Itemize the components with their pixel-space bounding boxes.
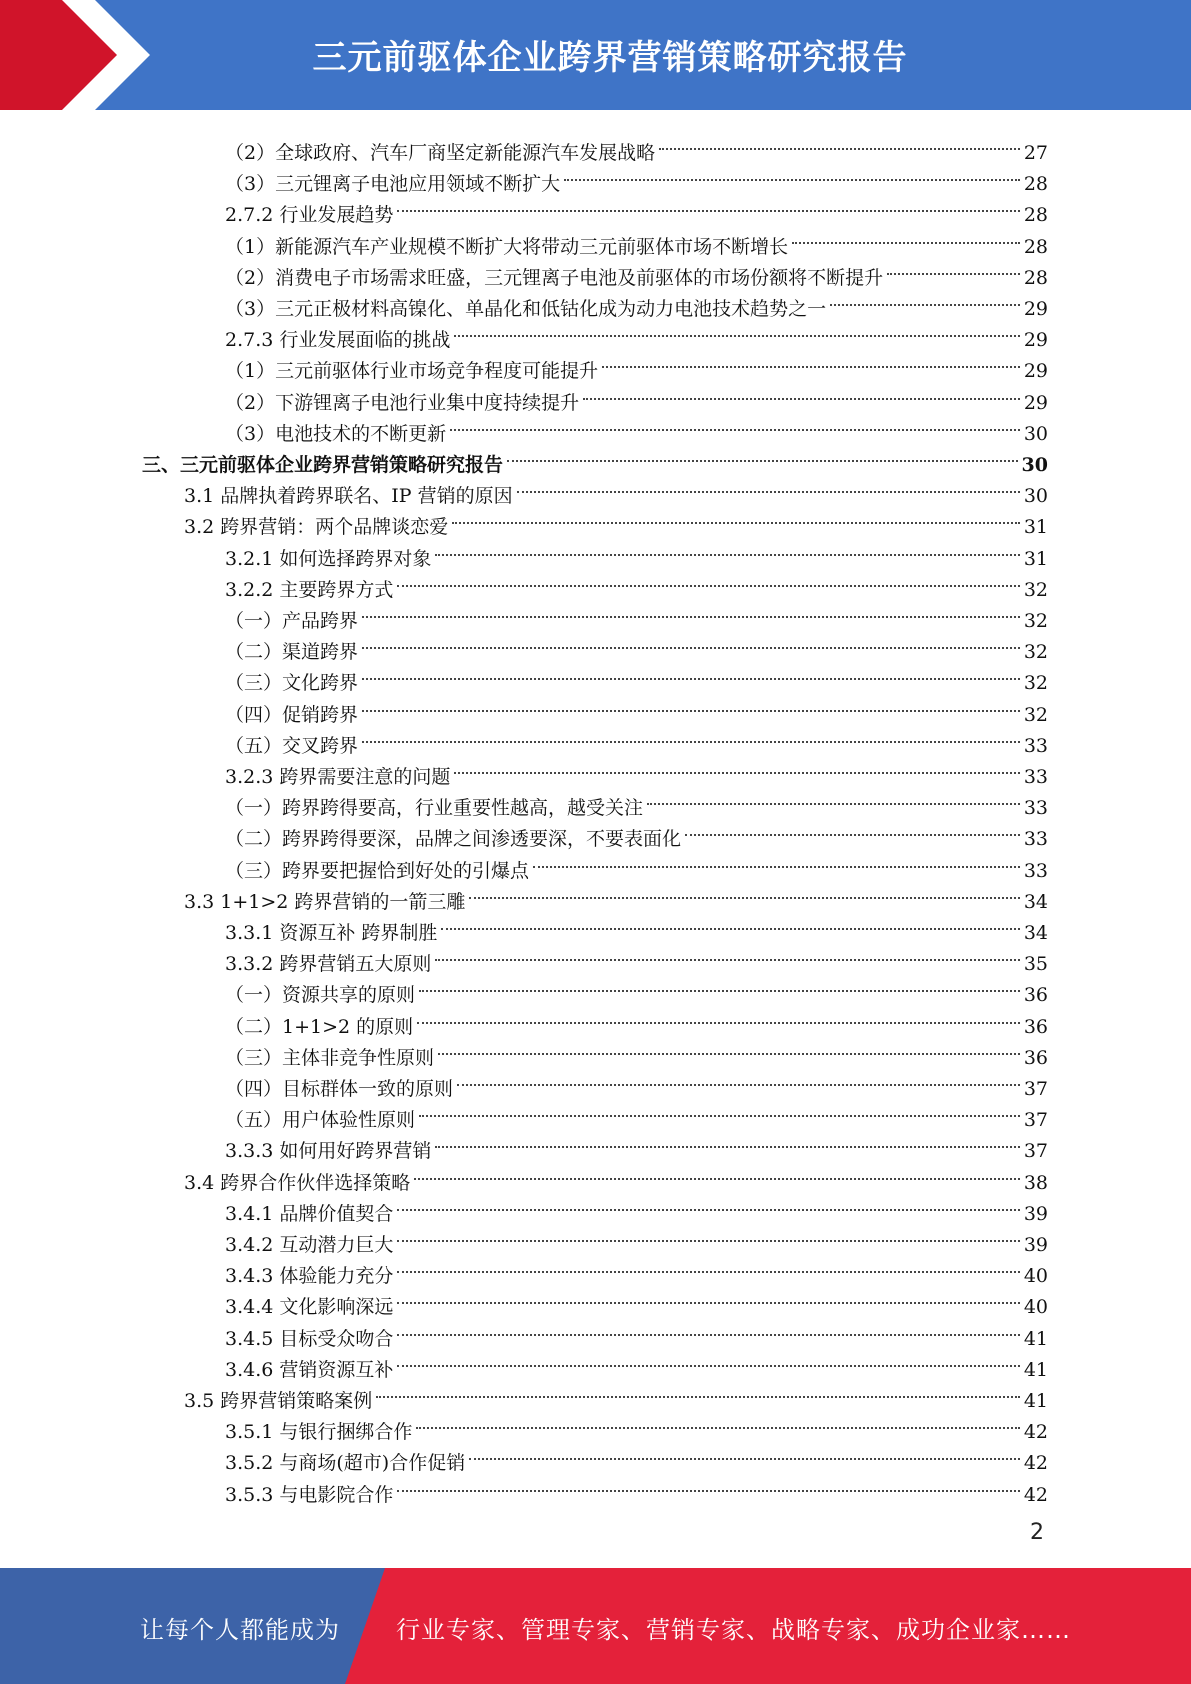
toc-entry-label: 3.4.6 营销资源互补 bbox=[225, 1358, 394, 1381]
toc-entry-label: 3.2.1 如何选择跨界对象 bbox=[225, 547, 432, 570]
toc-leader-dots bbox=[362, 585, 1020, 618]
toc-entry-label: （五）交叉跨界 bbox=[225, 734, 359, 757]
toc-entry-page: 40 bbox=[1023, 1296, 1048, 1319]
toc-entry-page: 29 bbox=[1023, 360, 1048, 383]
toc-entry-page: 42 bbox=[1023, 1452, 1048, 1475]
toc-leader-dots bbox=[397, 179, 1019, 212]
toc-entry-page: 28 bbox=[1023, 173, 1048, 196]
toc-leader-dots bbox=[792, 211, 1020, 244]
toc-entry-label: （2）全球政府、汽车厂商坚定新能源汽车发展战略 bbox=[225, 142, 656, 164]
toc-entry-label: （1）三元前驱体行业市场竞争程度可能提升 bbox=[225, 360, 599, 383]
toc-entry-page: 33 bbox=[1023, 734, 1048, 757]
toc-entry-page: 28 bbox=[1023, 204, 1048, 227]
toc-leader-dots bbox=[647, 772, 1020, 805]
toc-entry-label: （二）1+1>2 的原则 bbox=[225, 1015, 414, 1038]
toc-entry-page: 31 bbox=[1023, 516, 1048, 539]
toc-entry-label: （四）促销跨界 bbox=[225, 703, 359, 726]
toc-leader-dots bbox=[441, 897, 1019, 930]
toc-leader-dots bbox=[564, 148, 1020, 181]
toc-leader-dots bbox=[659, 117, 1020, 150]
toc-entry-label: 2.7.2 行业发展趋势 bbox=[225, 204, 394, 227]
toc-entry-page: 37 bbox=[1023, 1109, 1048, 1132]
toc-entry-label: 3.3.2 跨界营销五大原则 bbox=[225, 953, 432, 976]
page-header bbox=[0, 0, 1191, 110]
toc-leader-dots bbox=[685, 803, 1020, 836]
toc-leader-dots bbox=[397, 554, 1019, 587]
toc-leader-dots bbox=[397, 1334, 1019, 1367]
toc-entry-label: （三）文化跨界 bbox=[225, 672, 359, 695]
toc-entry-page: 34 bbox=[1023, 922, 1048, 944]
toc-leader-dots bbox=[435, 523, 1019, 556]
toc-entry-page: 33 bbox=[1023, 766, 1048, 788]
toc-entry-page: 30 bbox=[1023, 485, 1048, 508]
toc-entry-page: 31 bbox=[1023, 547, 1048, 570]
toc-leader-dots bbox=[450, 398, 1020, 431]
toc-entry-label: 3.3.1 资源互补 跨界制胜 bbox=[225, 922, 438, 944]
toc-entry-page: 33 bbox=[1023, 828, 1048, 851]
toc-entry-label: （3）三元正极材料高镍化、单晶化和低钴化成为动力电池技术趋势之一 bbox=[225, 298, 827, 320]
toc-entry-label: （三）跨界要把握恰到好处的引爆点 bbox=[225, 859, 530, 882]
toc-leader-dots bbox=[469, 1427, 1020, 1460]
toc-leader-dots bbox=[362, 679, 1020, 712]
toc-entry-page: 29 bbox=[1023, 329, 1048, 352]
toc-leader-dots bbox=[438, 1022, 1020, 1055]
toc-leader-dots bbox=[416, 1396, 1019, 1429]
toc-entry-page: 36 bbox=[1023, 1046, 1048, 1069]
toc-leader-dots bbox=[419, 959, 1020, 992]
report-title: 三元前驱体企业跨界营销策略研究报告 bbox=[312, 38, 908, 78]
toc-leader-dots bbox=[457, 1053, 1020, 1086]
toc-entry-label: 3.4.5 目标受众吻合 bbox=[225, 1327, 394, 1350]
toc-leader-dots bbox=[397, 1209, 1019, 1242]
toc-entry-page: 30 bbox=[1021, 454, 1048, 476]
toc-entry-label: 3.2.3 跨界需要注意的问题 bbox=[225, 766, 451, 788]
toc-entry-label: （3）三元锂离子电池应用领域不断扩大 bbox=[225, 173, 561, 196]
toc-entry-page: 36 bbox=[1023, 1015, 1048, 1038]
toc-entry-page: 40 bbox=[1023, 1265, 1048, 1288]
toc-entry-page: 34 bbox=[1023, 890, 1048, 913]
toc-entry-label: 2.7.3 行业发展面临的挑战 bbox=[225, 329, 451, 352]
toc-entry-label: 3.5.1 与银行捆绑合作 bbox=[225, 1421, 413, 1444]
toc-leader-dots bbox=[454, 741, 1019, 774]
toc-entry-page: 29 bbox=[1023, 298, 1048, 320]
toc-entry-label: 3.3 1+1>2 跨界营销的一箭三雕 bbox=[184, 890, 466, 913]
toc-entry-label: 3.4.3 体验能力充分 bbox=[225, 1265, 394, 1288]
toc-entry-page: 27 bbox=[1023, 142, 1048, 164]
toc-leader-dots bbox=[397, 1240, 1019, 1273]
toc-leader-dots bbox=[362, 710, 1020, 743]
toc-entry-label: （四）目标群体一致的原则 bbox=[225, 1078, 454, 1100]
toc-entry-label: 3.4.4 文化影响深远 bbox=[225, 1296, 394, 1319]
toc-leader-dots bbox=[397, 1459, 1019, 1492]
toc-entry-page: 41 bbox=[1023, 1358, 1048, 1381]
toc-leader-dots bbox=[583, 367, 1020, 400]
toc-entry-page: 32 bbox=[1023, 703, 1048, 726]
toc-leader-dots bbox=[830, 273, 1020, 306]
toc-entry-page: 32 bbox=[1023, 578, 1048, 601]
toc-entry-page: 36 bbox=[1023, 984, 1048, 1007]
toc-entry-page: 28 bbox=[1023, 266, 1048, 289]
toc-leader-dots bbox=[452, 491, 1020, 524]
toc-entry-page: 38 bbox=[1023, 1171, 1048, 1194]
toc-leader-dots bbox=[517, 460, 1020, 493]
toc-leader-dots bbox=[362, 647, 1020, 680]
toc-leader-dots bbox=[435, 928, 1019, 961]
page-number: 2 bbox=[1030, 1520, 1044, 1545]
toc-entry-label: 3.5.3 与电影院合作 bbox=[225, 1483, 394, 1506]
toc-entry-label: 三、三元前驱体企业跨界营销策略研究报告 bbox=[142, 454, 504, 476]
toc-entry-label: （一）跨界跨得要高，行业重要性越高，越受关注 bbox=[225, 797, 644, 820]
toc-entry[interactable] bbox=[225, 1468, 1048, 1506]
toc-entry-page: 41 bbox=[1023, 1390, 1048, 1412]
toc-entry-page: 33 bbox=[1023, 859, 1048, 882]
toc-leader-dots bbox=[414, 1147, 1020, 1180]
toc-leader-dots bbox=[376, 1365, 1020, 1398]
toc-entry-label: （2）下游锂离子电池行业集中度持续提升 bbox=[225, 391, 580, 414]
toc-entry-label: 3.4 跨界合作伙伴选择策略 bbox=[184, 1171, 411, 1194]
toc-entry-label: 3.3.3 如何用好跨界营销 bbox=[225, 1140, 432, 1163]
toc-entry-page: 32 bbox=[1023, 641, 1048, 664]
toc-leader-dots bbox=[397, 1178, 1019, 1211]
toc-leader-dots bbox=[419, 1084, 1020, 1117]
toc-entry-page: 42 bbox=[1023, 1483, 1048, 1506]
toc-entry-page: 37 bbox=[1023, 1140, 1048, 1163]
toc-entry-page: 32 bbox=[1023, 610, 1048, 632]
toc-entry-label: （五）用户体验性原则 bbox=[225, 1109, 416, 1132]
toc-entry-label: （二）渠道跨界 bbox=[225, 641, 359, 664]
footer-slogan-left: 让每个人都能成为 bbox=[140, 1616, 340, 1644]
toc-entry-label: 3.5 跨界营销策略案例 bbox=[184, 1390, 373, 1412]
toc-entry-label: （1）新能源汽车产业规模不断扩大将带动三元前驱体市场不断增长 bbox=[225, 235, 789, 258]
toc-entry-page: 28 bbox=[1023, 235, 1048, 258]
toc-leader-dots bbox=[397, 1271, 1019, 1304]
toc-leader-dots bbox=[469, 866, 1019, 899]
toc-leader-dots bbox=[602, 335, 1020, 368]
toc-entry-label: （三）主体非竞争性原则 bbox=[225, 1046, 435, 1069]
toc-entry-label: （2）消费电子市场需求旺盛，三元锂离子电池及前驱体的市场份额将不断提升 bbox=[225, 266, 884, 289]
toc-leader-dots bbox=[454, 304, 1019, 337]
toc-entry-label: （3）电池技术的不断更新 bbox=[225, 422, 447, 445]
footer-slogan-right: 行业专家、管理专家、营销专家、战略专家、成功企业家…… bbox=[396, 1616, 1071, 1644]
toc-entry-label: 3.4.1 品牌价值契合 bbox=[225, 1202, 394, 1225]
toc-entry-label: （二）跨界跨得要深，品牌之间渗透要深，不要表面化 bbox=[225, 828, 682, 851]
toc-entry-label: 3.2 跨界营销：两个品牌谈恋爱 bbox=[184, 516, 449, 539]
toc-entry-page: 39 bbox=[1023, 1234, 1048, 1256]
toc-entry-label: （一）资源共享的原则 bbox=[225, 984, 416, 1007]
toc-leader-dots bbox=[887, 242, 1020, 275]
toc-entry-page: 39 bbox=[1023, 1202, 1048, 1225]
toc-entry-page: 29 bbox=[1023, 391, 1048, 414]
toc-entry-label: 3.2.2 主要跨界方式 bbox=[225, 578, 394, 601]
page-footer bbox=[0, 1568, 1191, 1684]
toc-entry-page: 33 bbox=[1023, 797, 1048, 820]
toc-entry-page: 37 bbox=[1023, 1078, 1048, 1100]
toc-leader-dots bbox=[533, 835, 1020, 868]
toc-entry-label: 3.5.2 与商场(超市)合作促销 bbox=[225, 1452, 466, 1475]
toc-leader-dots bbox=[507, 429, 1018, 462]
toc-entry-label: （一）产品跨界 bbox=[225, 610, 359, 632]
toc-entry-label: 3.4.2 互动潜力巨大 bbox=[225, 1234, 394, 1256]
toc-entry-page: 41 bbox=[1023, 1327, 1048, 1350]
toc-entry-page: 32 bbox=[1023, 672, 1048, 695]
toc-entry-page: 30 bbox=[1023, 422, 1048, 445]
toc-entry-label: 3.1 品牌执着跨界联名、IP 营销的原因 bbox=[184, 485, 513, 508]
toc-entry-page: 42 bbox=[1023, 1421, 1048, 1444]
toc-leader-dots bbox=[362, 616, 1020, 649]
toc-entry-page: 35 bbox=[1023, 953, 1048, 976]
toc-leader-dots bbox=[397, 1303, 1019, 1336]
toc-leader-dots bbox=[417, 991, 1020, 1024]
toc-leader-dots bbox=[435, 1115, 1019, 1148]
